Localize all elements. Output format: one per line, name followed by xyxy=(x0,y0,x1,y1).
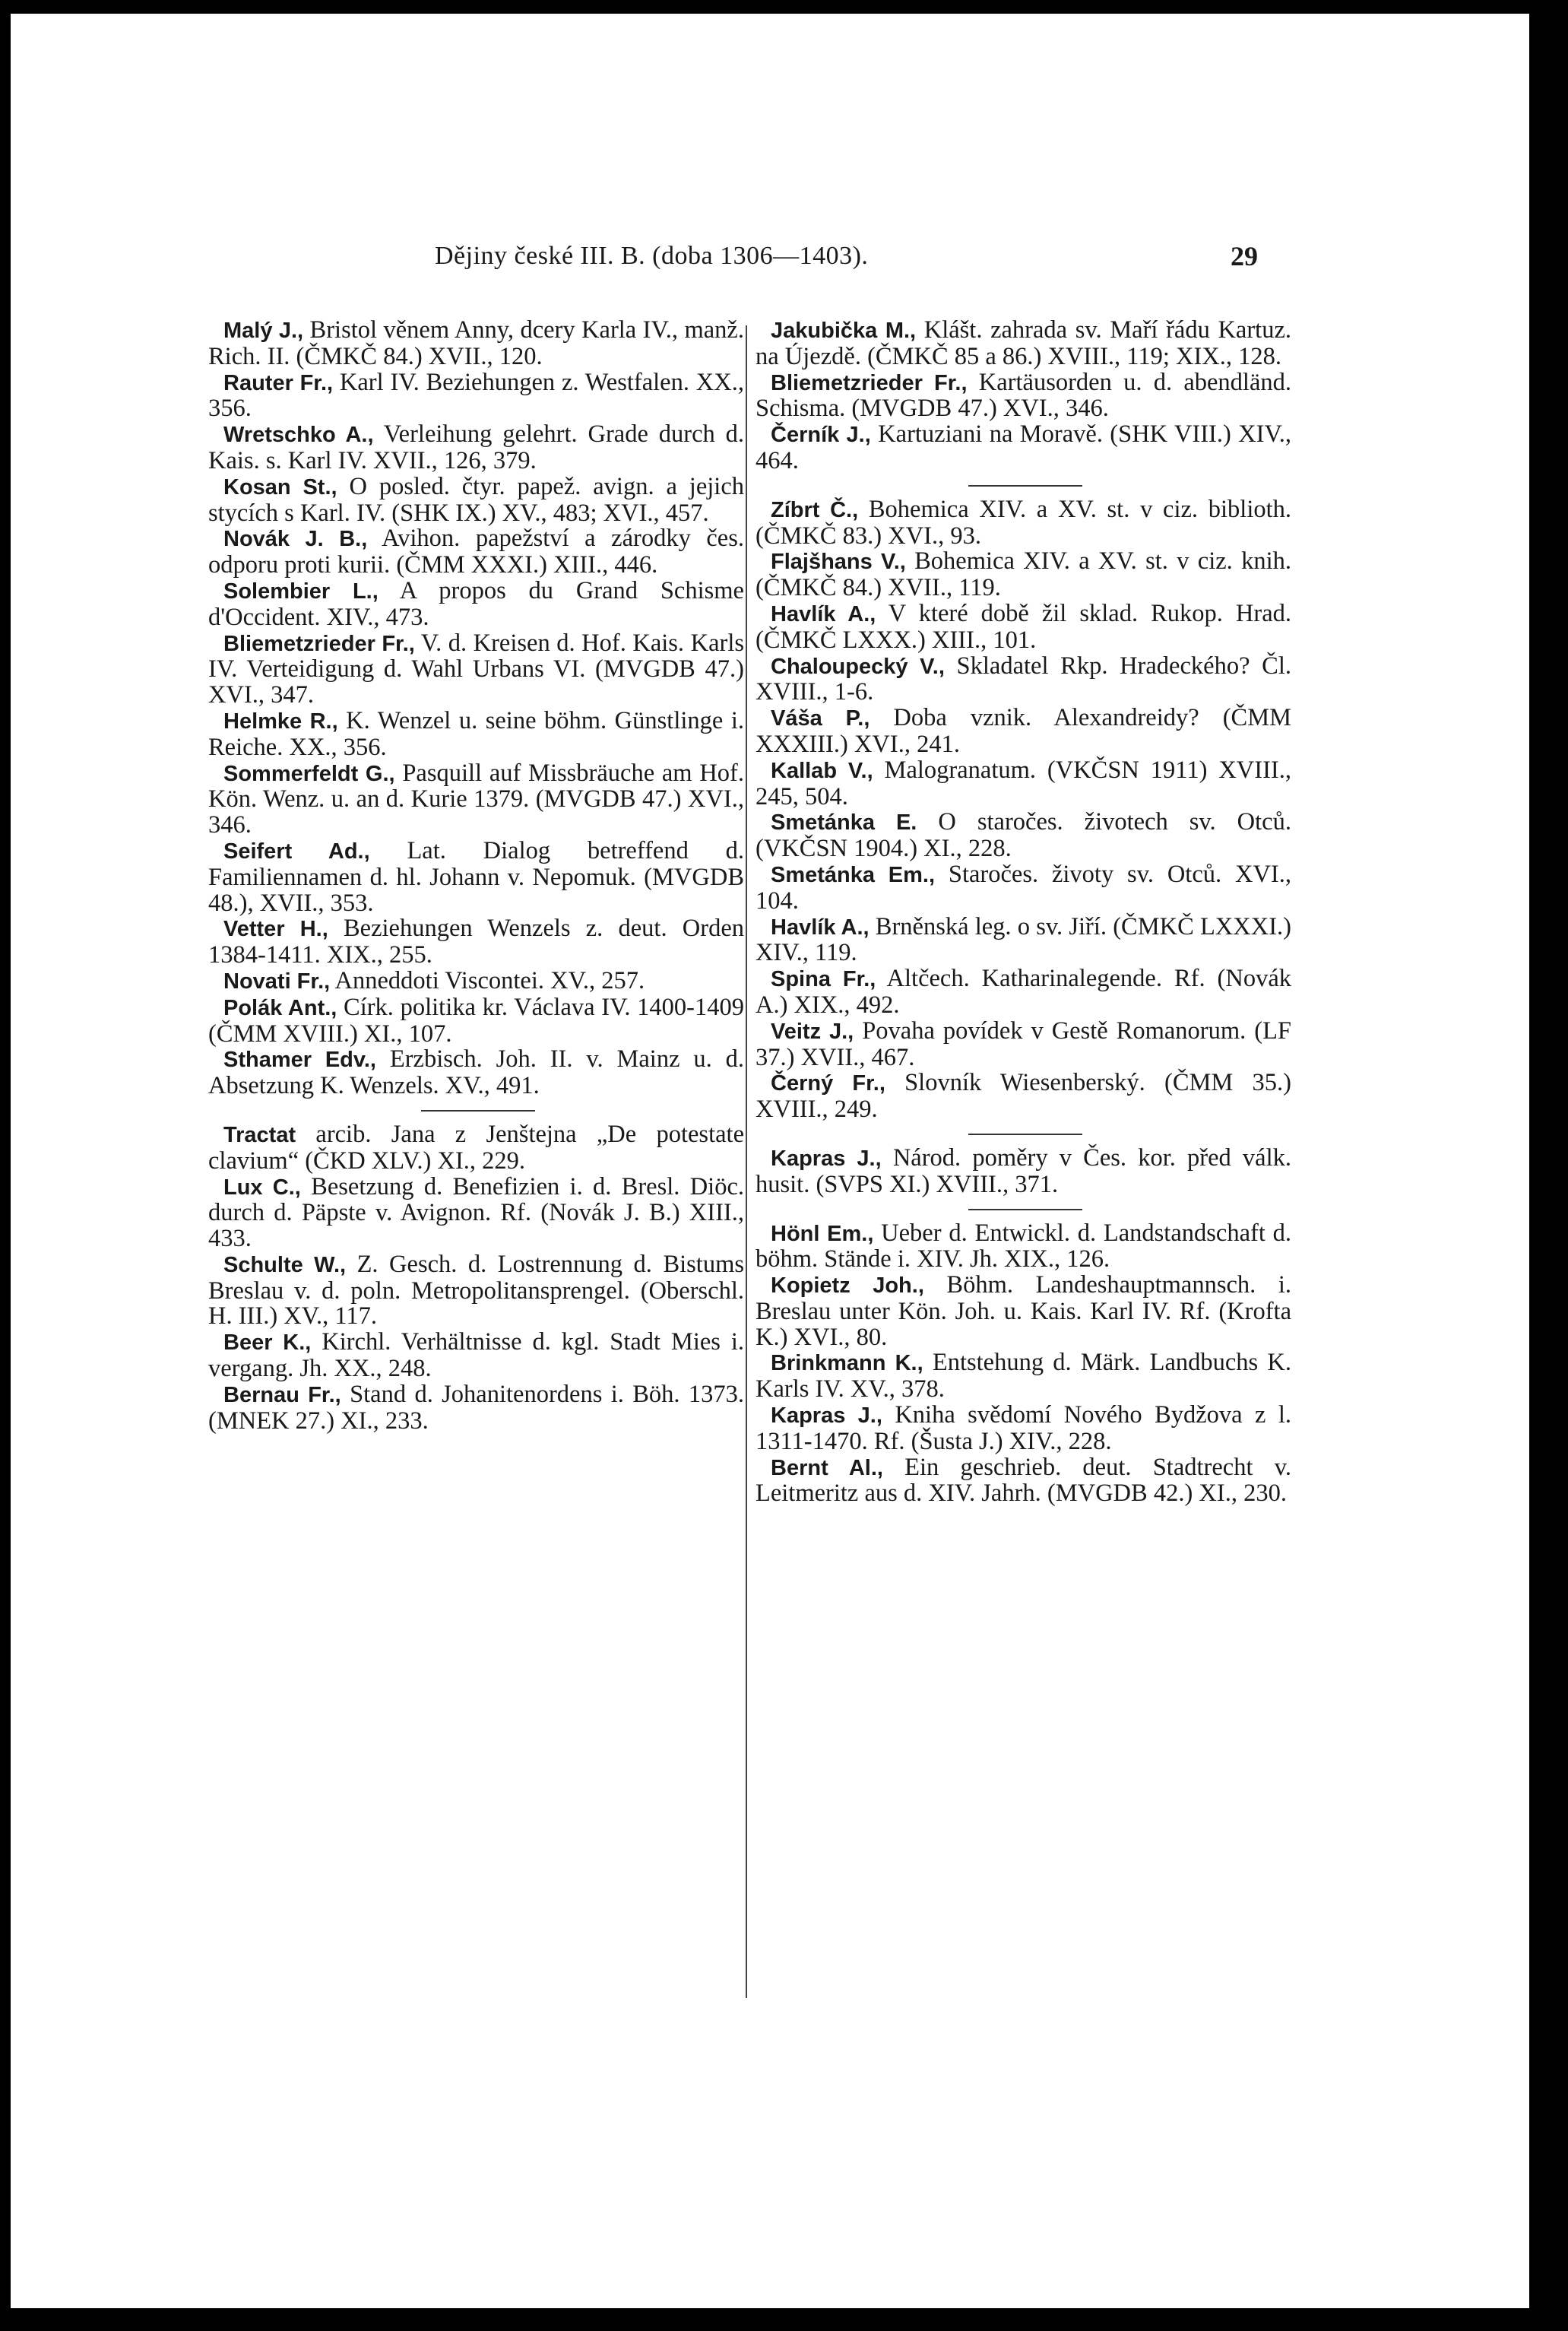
entry-author: Vetter H., xyxy=(223,917,328,942)
bibliography-entry xyxy=(208,1252,744,1330)
entry-author: Polák Ant., xyxy=(223,995,337,1020)
bibliography-entry xyxy=(755,370,1291,423)
entry-citation: Anneddoti Viscontei. XV., 257. xyxy=(330,966,645,994)
entry-author: Solembier L., xyxy=(223,579,379,604)
entry-citation: Stand d. Johanitenordens i. Böh. 1373. (MNEK 27.) XI., 233. xyxy=(208,1380,744,1435)
entry-author: Brinkmann K., xyxy=(771,1351,923,1376)
entry-citation: Skladatel Rkp. Hradeckého? Čl. XVIII., 1-6. xyxy=(755,652,1291,706)
bibliography-entry xyxy=(755,810,1291,862)
entry-author: Bliemetzrieder Fr., xyxy=(223,631,415,656)
bibliography-entry xyxy=(208,526,744,579)
section-rule xyxy=(968,1134,1082,1135)
bibliography-entry xyxy=(208,422,744,474)
bibliography-entry xyxy=(755,1143,1291,1198)
entry-author: Novati Fr., xyxy=(223,969,331,994)
entry-author: Tractat xyxy=(223,1122,296,1147)
entry-author: Kapras J., xyxy=(771,1403,882,1429)
entry-author: Flajšhans V., xyxy=(771,550,906,575)
entry-citation: Kartuziani na Moravě. (SHK VIII.) XIV., 464. xyxy=(755,420,1291,474)
entry-citation: Pasquill auf Missbräuche am Hof. Kön. Wenz. u. an d. Kurie 1379. (MVGDB 47.) XVI., 346. xyxy=(208,759,744,839)
entry-citation: Staročes. životy sv. Otců. XVI., 104. xyxy=(755,860,1291,915)
bibliography-entry xyxy=(208,1330,744,1382)
entry-author: Havlík A., xyxy=(771,601,876,626)
entry-citation: Bohemica XIV. a XV. st. v ciz. knih. (ČMKČ 84.) XVII., 119. xyxy=(755,547,1291,602)
entry-citation: Beziehungen Wenzels z. deut. Orden 1384-1411. XIX., 255. xyxy=(208,915,744,969)
entry-author: Spina Fr., xyxy=(771,967,876,992)
entry-citation: Z. Gesch. d. Lostrennung d. Bistums Breslau v. d. poln. Metropolitansprengel. (Oberschl. H. III.) XV., 117. xyxy=(208,1250,745,1330)
section-rule xyxy=(968,1209,1082,1210)
entry-author: Helmke R., xyxy=(223,709,338,734)
entry-citation: Bohemica XIV. a XV. st. v ciz. biblioth. (ČMKČ 83.) XVI., 93. xyxy=(755,495,1292,550)
entry-citation: V které době žil sklad. Rukop. Hrad. (ČMKČ LXXX.) XIII., 101. xyxy=(755,599,1292,654)
bibliography-entry xyxy=(755,966,1291,1019)
entry-author: Kapras J., xyxy=(771,1146,882,1171)
bibliography-entry xyxy=(755,422,1291,474)
entry-author: Veitz J., xyxy=(771,1019,854,1044)
entry-author: Zíbrt Č., xyxy=(771,497,859,522)
page-number: 29 xyxy=(1231,241,1258,271)
entry-citation: Ein geschrieb. deut. Stadtrecht v. Leitmeritz aus d. XIV. Jahrh. (MVGDB 42.) XI., 230. xyxy=(755,1453,1291,1508)
entry-author: Smetánka Em., xyxy=(771,862,936,887)
column-divider xyxy=(746,325,747,1998)
entry-citation: Avihon. papežství a zárodky čes. odporu proti kurii. (ČMM XXXI.) XIII., 446. xyxy=(208,525,745,579)
entry-author: Černík J., xyxy=(771,423,871,448)
entry-citation: V. d. Kreisen d. Hof. Kais. Karls IV. Verteidigung d. Wahl Urbans VI. (MVGDB 47.) XVI., 347. xyxy=(208,629,744,709)
bibliography-entry xyxy=(755,1273,1291,1350)
entry-citation: Kartäusorden u. d. abendländ. Schisma. (MVGDB 47.) XVI., 346. xyxy=(755,368,1291,423)
entry-citation: K. Wenzel u. seine böhm. Günstlinge i. Reiche. XX., 356. xyxy=(208,706,744,761)
entry-author: Beer K., xyxy=(223,1330,312,1356)
right-column xyxy=(755,318,1291,1507)
entry-citation: Karl IV. Beziehungen z. Westfalen. XX., 356. xyxy=(208,368,744,423)
section-rule xyxy=(421,1110,535,1112)
entry-citation: Böhm. Landeshauptmannsch. i. Breslau unter Kön. Joh. u. Kais. Karl IV. Rf. (Krofta K.) XVI., 80. xyxy=(755,1271,1291,1351)
bibliography-entry xyxy=(208,836,744,917)
entry-author: Smetánka E. xyxy=(771,810,917,836)
entry-citation: Besetzung d. Benefizien i. d. Bresl. Diöc. durch d. Päpste v. Avignon. Rf. (Novák J. B.) XIII., 433. xyxy=(208,1172,744,1253)
entry-author: Sommerfeldt G., xyxy=(223,761,395,786)
entry-author: Havlík A., xyxy=(771,915,870,940)
bibliography-entry xyxy=(755,706,1291,758)
entry-citation: O staročes. životech sv. Otců. (VKČSN 1904.) XI., 228. xyxy=(755,808,1291,863)
entry-author: Malý J., xyxy=(223,319,304,343)
bibliography-entry xyxy=(755,318,1291,370)
entry-author: Váša P., xyxy=(771,706,870,731)
bibliography-entry xyxy=(208,1172,744,1253)
entry-citation: Ueber d. Entwickl. d. Landstandschaft d. böhm. Stände i. XIV. Jh. XIX., 126. xyxy=(755,1219,1291,1273)
bibliography-entry xyxy=(208,318,744,370)
bibliography-entry xyxy=(755,549,1291,601)
entry-author: Rauter Fr., xyxy=(223,370,334,395)
bibliography-entry xyxy=(208,995,744,1048)
entry-author: Bliemetzrieder Fr., xyxy=(771,370,968,395)
entry-author: Kopietz Joh., xyxy=(771,1273,924,1299)
entry-author: Lux C., xyxy=(223,1175,301,1200)
entry-author: Chaloupecký V., xyxy=(771,654,945,679)
bibliography-entry xyxy=(755,862,1291,915)
entry-author: Novák J. B., xyxy=(223,527,368,552)
entry-citation: O posled. čtyr. papež. avign. a jejich stycích s Karl. IV. (SHK IX.) XV., 483; XVI., 457. xyxy=(208,472,744,527)
bibliography-entry xyxy=(208,761,744,839)
entry-citation: Doba vznik. Alexandreidy? (ČMM XXXIII.) XVI., 241. xyxy=(755,704,1291,758)
bibliography-entry xyxy=(755,601,1291,654)
entry-citation: Klášt. zahrada sv. Maří řádu Kartuz. na Újezdě. (ČMKČ 85 a 86.) XVIII., 119; XIX., 128. xyxy=(755,316,1291,370)
entry-citation: Malogranatum. (VKČSN 1911) XVIII., 245, 504. xyxy=(755,756,1291,810)
bibliography-entry xyxy=(208,1047,744,1099)
entry-author: Bernt Al., xyxy=(771,1455,883,1480)
entry-citation: Povaha povídek v Gestě Romanorum. (LF 37.) XVII., 467. xyxy=(755,1016,1291,1071)
entry-author: Hönl Em., xyxy=(771,1221,874,1246)
left-column xyxy=(208,318,744,1434)
entry-citation: Entstehung d. Märk. Landbuchs K. Karls IV. XV., 378. xyxy=(755,1349,1291,1403)
entry-author: Seifert Ad., xyxy=(223,839,370,864)
entry-author: Bernau Fr., xyxy=(223,1382,341,1407)
bibliography-entry xyxy=(208,1122,744,1175)
entry-author: Jakubička M., xyxy=(771,319,917,343)
bibliography-entry xyxy=(755,654,1291,706)
entry-citation: Bristol věnem Anny, dcery Karla IV., manž. Rich. II. (ČMKČ 84.) XVII., 120. xyxy=(208,316,744,370)
entry-citation: Brněnská leg. o sv. Jiří. (ČMKČ LXXXI.) XIV., 119. xyxy=(755,912,1291,967)
entry-author: Sthamer Edv., xyxy=(223,1048,376,1073)
entry-author: Kallab V., xyxy=(771,758,873,783)
entry-citation: Národ. poměry v Čes. kor. před válk. husit. (SVPS XI.) XVIII., 371. xyxy=(755,1143,1291,1198)
bibliography-entry xyxy=(755,1350,1291,1403)
bibliography-entry xyxy=(755,912,1291,967)
entry-citation: Kniha svědomí Nového Bydžova z l. 1311-1470. Rf. (Šusta J.) XIV., 228. xyxy=(755,1401,1291,1455)
bibliography-entry xyxy=(208,370,744,423)
bibliography-entry xyxy=(755,1455,1291,1508)
bibliography-entry xyxy=(755,1403,1291,1455)
bibliography-entry xyxy=(208,1382,744,1435)
bibliography-entry xyxy=(755,1016,1291,1071)
bibliography-entry xyxy=(208,631,744,709)
bibliography-entry xyxy=(208,576,744,631)
bibliography-entry xyxy=(208,916,744,969)
entry-citation: Erzbisch. Joh. II. v. Mainz u. d. Absetzung K. Wenzels. XV., 491. xyxy=(208,1045,744,1100)
entry-citation: Slovník Wiesenberský. (ČMM 35.) XVIII., 249. xyxy=(755,1069,1291,1124)
entry-citation: Verleihung gelehrt. Grade durch d. Kais. s. Karl IV. XVII., 126, 379. xyxy=(208,420,744,474)
bibliography-entry xyxy=(755,758,1291,810)
section-rule xyxy=(968,485,1082,487)
entry-citation: Círk. politika kr. Václava IV. 1400-1409 (ČMM XVIII.) XI., 107. xyxy=(208,993,744,1048)
bibliography-entry xyxy=(208,966,744,995)
entry-citation: arcib. Jana z Jenštejna „De potestate clavium“ (ČKD XLV.) XI., 229. xyxy=(208,1120,744,1175)
bibliography-entry xyxy=(208,474,744,527)
entry-citation: Kirchl. Verhältnisse d. kgl. Stadt Mies i. vergang. Jh. XX., 248. xyxy=(208,1328,744,1383)
entry-author: Kosan St., xyxy=(223,474,337,500)
entry-author: Wretschko A., xyxy=(223,423,374,448)
entry-author: Černý Fr., xyxy=(771,1071,885,1096)
bibliography-entry xyxy=(208,706,744,761)
entry-citation: Lat. Dialog betreffend d. Familiennamen d. hl. Johann v. Nepomuk. (MVGDB 48.), XVII., 353. xyxy=(208,836,744,917)
entry-citation: Altčech. Katharinalegende. Rf. (Novák A.) XIX., 492. xyxy=(755,965,1291,1019)
book-page xyxy=(11,14,1529,2308)
entry-author: Schulte W., xyxy=(223,1252,347,1277)
running-header: Dějiny české III. B. (doba 1306—1403). xyxy=(435,242,869,270)
bibliography-entry xyxy=(755,497,1291,550)
bibliography-entry xyxy=(755,1070,1291,1123)
bibliography-entry xyxy=(755,1221,1291,1273)
entry-citation: A propos du Grand Schisme d'Occident. XIV., 473. xyxy=(208,576,744,631)
